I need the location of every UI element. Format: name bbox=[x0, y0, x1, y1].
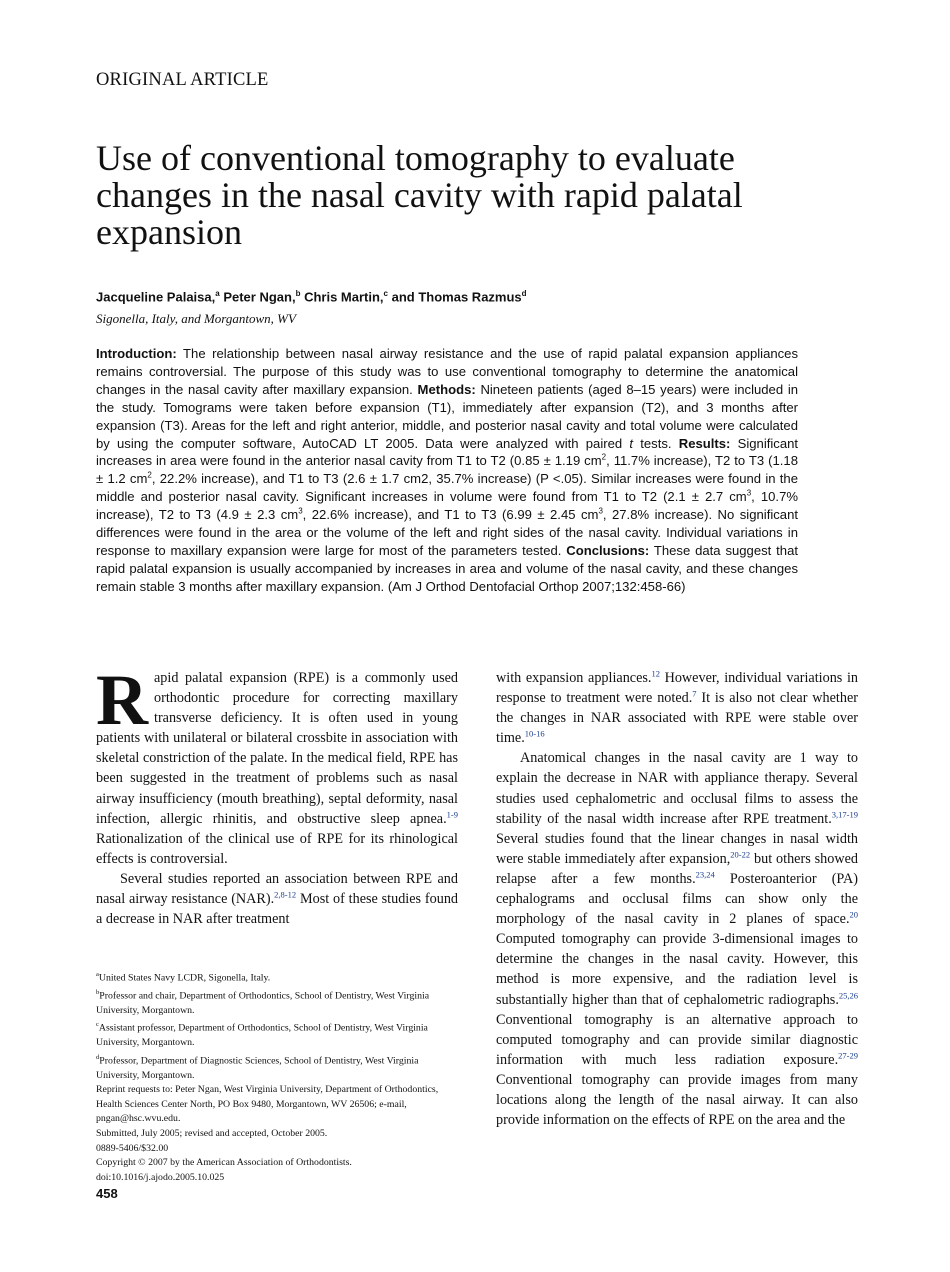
abstract-results-text: , 27.8% increase). No significant differences were found in the area or the volume of the left and right sides of the nasal cavity. Individual variations in response to maxillary expansion were large for most of the parameters tested. bbox=[96, 507, 798, 558]
footnote-text: Professor, Department of Diagnostic Sciences, School of Dentistry, West Virginia University, Morgantown. bbox=[96, 1055, 419, 1081]
body-paragraph bbox=[496, 748, 858, 1130]
reprint-request: Reprint requests to: Peter Ngan, West Virginia University, Department of Orthodontics, Health Sciences Center North, PO Box 9480, Morgantown, WV 26506; e-mail, pngan@hsc.wvu.edu. bbox=[96, 1084, 439, 1125]
superscript: 3 bbox=[598, 506, 603, 516]
abstract-results-text: , 10.7% increase), T2 to T3 (4.9 ± 2.3 cm bbox=[96, 489, 798, 523]
body-column-left bbox=[96, 660, 459, 929]
abstract-results-text: , 11.7% increase), T2 to T3 (1.18 ± 1.2 cm bbox=[96, 453, 798, 487]
body-text: but others showed relapse after a few months. bbox=[496, 850, 858, 887]
body-text: Conventional tomography can provide images from many locations along the length of the nasal airway. It can also provide information on the effects of RPE on the area and the bbox=[496, 1071, 858, 1129]
body-text: apid palatal expansion (RPE) is a commonly used orthodontic procedure for correcting maxillary transverse deficiency. It is often used in young patients with unilateral or bilateral crossbite in association with skeletal constriction of the palate. In the medical field, RPE has been suggested in the treatment of problems such as nasal airway insufficiency (mouth breathing), septal deformity, nasal infection, allergic rhinitis, and obstructive sleep apnea. bbox=[96, 670, 458, 827]
superscript: 2 bbox=[601, 453, 607, 463]
author-affiliation-mark: c bbox=[383, 289, 388, 298]
citation-link[interactable]: 20 bbox=[849, 909, 858, 920]
author-name: Peter Ngan, bbox=[223, 289, 296, 305]
abstract-results-text: Significant increases in area were found in the anterior nasal cavity from T1 to T2 (0.85 ± 1.19 cm bbox=[96, 435, 799, 469]
abstract bbox=[96, 345, 798, 596]
footnote-text: Assistant professor, Department of Orthodontics, School of Dentistry, West Virginia University, Morgantown. bbox=[96, 1022, 428, 1049]
abstract-intro-label: Introduction: bbox=[96, 346, 177, 361]
abstract-methods-label: Methods: bbox=[417, 381, 476, 397]
body-text: Anatomical changes in the nasal cavity are 1 way to explain the decrease in NAR with appliance therapy. Several studies used cephalometric and occlusal films to assess the stability of the nasal width increase after RPE treatment. bbox=[496, 750, 858, 827]
footnote-mark: c bbox=[96, 1021, 99, 1029]
body-paragraph bbox=[496, 668, 858, 748]
citation-link[interactable]: 23,24 bbox=[695, 869, 715, 880]
abstract-methods-end: tests. bbox=[640, 435, 672, 451]
body-text: Several studies reported an association between RPE and nasal airway resistance (NAR). bbox=[96, 870, 458, 908]
body-text: Conventional tomography is an alternative approach to computed tomography and can provide similar diagnostic information with much less radiation exposure. bbox=[496, 1011, 858, 1068]
body-text: Several studies found that the linear changes in nasal width were stable immediately after expansion, bbox=[496, 830, 858, 867]
footnote bbox=[96, 986, 458, 1018]
footnote bbox=[96, 1051, 458, 1083]
citation-link[interactable]: 7 bbox=[692, 688, 697, 699]
author-name: Chris Martin, bbox=[304, 289, 384, 305]
citation-link[interactable]: 20-22 bbox=[730, 849, 751, 860]
body-text: Rationalization of the clinical use of RPE for its rhinological effects is controversial. bbox=[96, 830, 458, 867]
footnote-mark: a bbox=[96, 971, 99, 978]
citation-link[interactable]: 1-9 bbox=[446, 808, 458, 819]
author-affiliation-mark: d bbox=[521, 289, 527, 298]
author-affiliation-mark: a bbox=[215, 289, 220, 298]
doi: doi:10.1016/j.ajodo.2005.10.025 bbox=[96, 1171, 225, 1183]
body-column-right bbox=[496, 668, 858, 1130]
abstract-results-text: , 22.2% increase), and T1 to T3 (2.6 ± 1.7 cm2, 35.7% increase) (P <.05). Similar increases were found in the middle and posterior nasal cavity. Significant increases in volume were found from T1 to T2 (2.1 ± 2.7 cm bbox=[96, 471, 798, 505]
citation-link[interactable]: 10-16 bbox=[524, 728, 545, 739]
citation-link[interactable]: 25,26 bbox=[838, 989, 858, 1000]
author-name: Jacqueline Palaisa, bbox=[96, 289, 216, 305]
footnote-mark: b bbox=[96, 988, 100, 996]
abstract-methods-text: Nineteen patients (aged 8–15 years) were included in the study. Tomograms were taken before expansion (T1), immediately after expansion (T2), and 3 months after expansion (T3). Areas for the left and right anterior, middle, and posterior nasal cavity and total volume were calculated by using the computer software, AutoCAD LT 2005. Data were analyzed with paired bbox=[96, 381, 799, 451]
author-location: Sigonella, Italy, and Morgantown, WV bbox=[96, 311, 296, 326]
footnotes bbox=[96, 968, 458, 1185]
submission-dates: Submitted, July 2005; revised and accepted, October 2005. bbox=[96, 1128, 328, 1139]
body-text: It is also not clear whether the changes in NAR associated with RPE were stable over time. bbox=[496, 690, 858, 747]
citation-link[interactable]: 2,8-12 bbox=[274, 889, 297, 900]
body-text: Computed tomography can provide 3-dimensional images to determine the changes in the nasal cavity. However, this method is more expensive, and the radiation level is substantially higher than that of cephalometric radiographs. bbox=[496, 931, 858, 1008]
footnote-text: Professor and chair, Department of Orthodontics, School of Dentistry, West Virginia University, Morgantown. bbox=[96, 990, 430, 1016]
footnote-mark: d bbox=[96, 1053, 100, 1061]
section-label: ORIGINAL ARTICLE bbox=[96, 70, 269, 90]
abstract-results-label: Results: bbox=[678, 435, 731, 451]
body-paragraph bbox=[96, 660, 458, 869]
copyright: Copyright © 2007 by the American Association of Orthodontists. bbox=[96, 1157, 352, 1169]
citation-link[interactable]: 12 bbox=[651, 668, 660, 679]
page-number: 458 bbox=[96, 1186, 118, 1201]
abstract-t-italic: t bbox=[629, 435, 634, 451]
body-text: with expansion appliances. bbox=[496, 670, 652, 686]
body-text: Posteroanterior (PA) cephalograms and occlusal films can show only the morphology of the nasal cavity in 2 planes of space. bbox=[496, 870, 858, 928]
author-affiliation-mark: b bbox=[295, 289, 301, 298]
abstract-conclusions-label: Conclusions: bbox=[566, 542, 650, 558]
footnote-text: United States Navy LCDR, Sigonella, Italy. bbox=[98, 972, 271, 984]
citation-link[interactable]: 3,17-19 bbox=[831, 808, 858, 819]
body-paragraph bbox=[96, 869, 458, 929]
footnote bbox=[96, 968, 458, 986]
superscript: 2 bbox=[147, 470, 152, 480]
issn-price: 0889-5406/$32.00 bbox=[96, 1142, 169, 1154]
citation-link[interactable]: 27-29 bbox=[838, 1050, 858, 1061]
body-text: However, individual variations in response to treatment were noted. bbox=[496, 670, 858, 707]
drop-cap: R bbox=[96, 660, 148, 740]
superscript: 3 bbox=[746, 488, 752, 498]
body-text: Most of these studies found a decrease in NAR after treatment bbox=[96, 891, 459, 928]
superscript: 3 bbox=[298, 506, 303, 516]
abstract-results-text: , 22.6% increase), and T1 to T3 (6.99 ± 2.45 cm bbox=[302, 507, 599, 523]
author-name: and Thomas Razmus bbox=[391, 289, 522, 305]
article-title: Use of conventional tomography to evaluate changes in the nasal cavity with rapid palatal expansion bbox=[96, 138, 743, 252]
abstract-conclusions-text: These data suggest that rapid palatal expansion is usually accompanied by increases in area and volume of the nasal cavity, and these changes remain stable 3 months after maxillary expansion. (Am J Orthod Dentofacial Orthop 2007;132:458-66) bbox=[96, 542, 799, 594]
footnote bbox=[96, 1018, 458, 1050]
abstract-intro-text: The relationship between nasal airway resistance and the use of rapid palatal expansion appliances remains controversial. The purpose of this study was to use conventional tomography to determine the anatomical changes in the nasal cavity after maxillary expansion. bbox=[96, 346, 799, 397]
author-list bbox=[96, 289, 527, 304]
